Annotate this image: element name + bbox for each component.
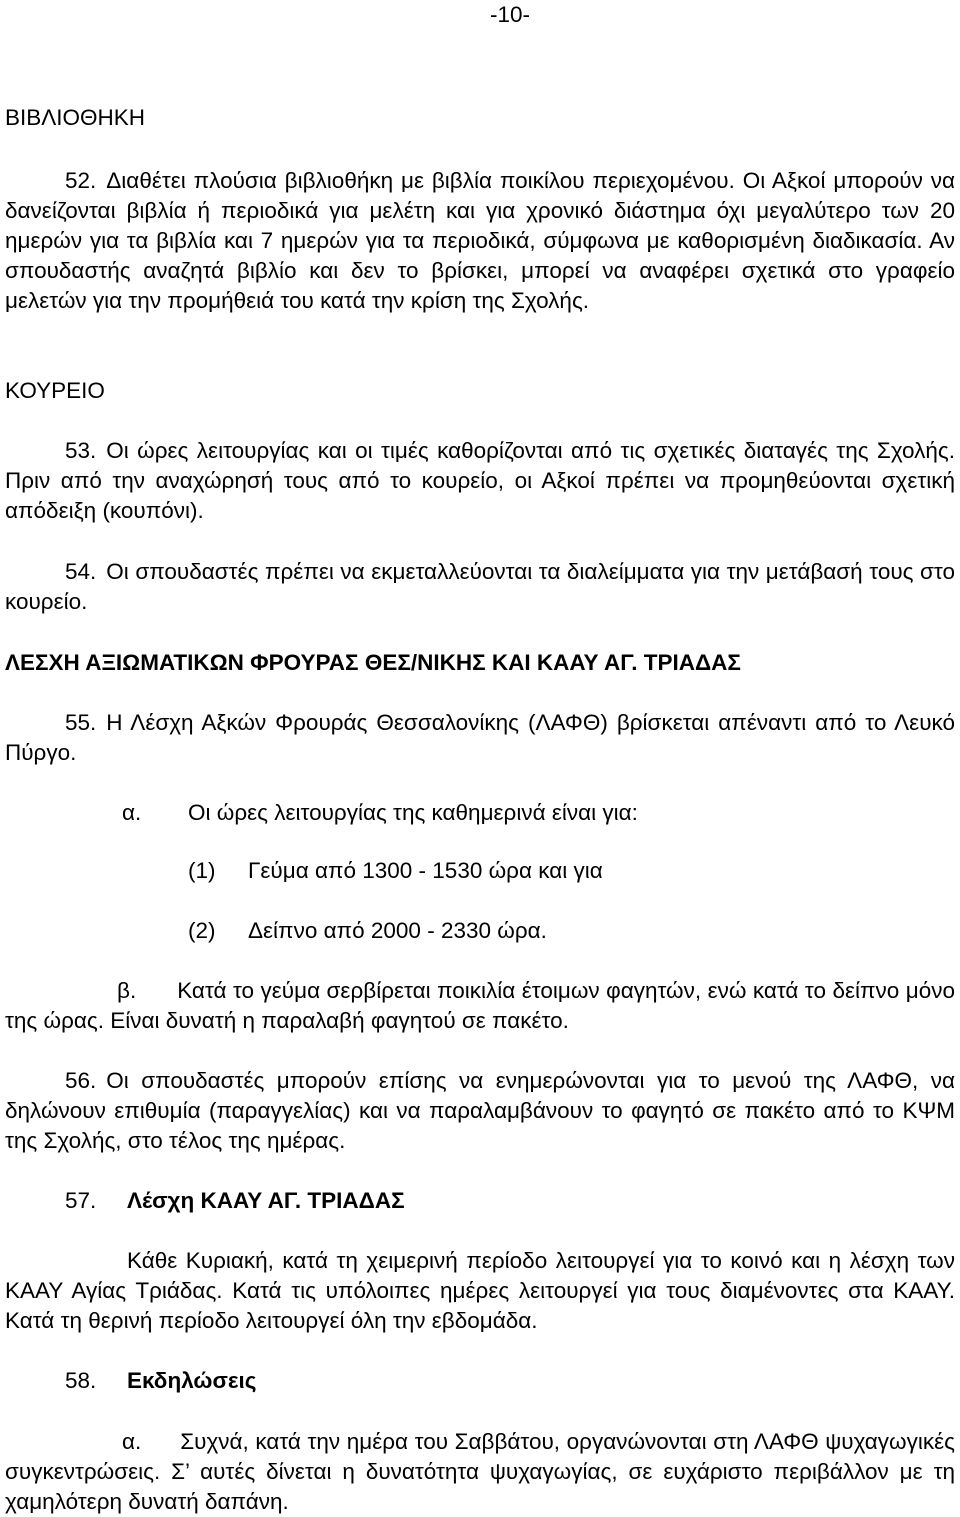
paragraph-53 [5,436,955,526]
section-heading-barber: ΚΟΥΡΕΙΟ [5,378,105,403]
paragraph-number: 55. [65,710,97,735]
page-number: -10- [489,2,530,27]
subparagraph-label-a: α. [122,1429,142,1454]
subparagraph-text-b: Κατά το γεύμα σερβίρεται ποικιλία έτοιμων φαγητών, ενώ κατά το δείπνο μόνο της ώρας. Είναι δυνατή η παραλαβή φαγητού σε πακέτο. [5,978,955,1033]
subparagraph-b [5,976,955,1036]
section-heading-club: ΛΕΣΧΗ ΑΞΙΩΜΑΤΙΚΩΝ ΦΡΟΥΡΑΣ ΘΕΣ/ΝΙΚΗΣ ΚΑΙ ΚΑΑΥ ΑΓ. ΤΡΙΑΔΑΣ [5,650,741,675]
paragraph-number-57: 57. [65,1188,97,1213]
paragraph-number: 53. [65,438,97,463]
paragraph-54 [5,557,955,617]
section-heading-library: ΒΙΒΛΙΟΘΗΚΗ [5,105,146,130]
paragraph-number: 52. [65,168,97,193]
subparagraph-events-a [5,1427,955,1517]
paragraph-title-57: Λέσχη ΚΑΑΥ ΑΓ. ΤΡΙΑΔΑΣ [127,1188,405,1213]
paragraph-text: Οι σπουδαστές πρέπει να εκμεταλλεύονται τα διαλείμματα για την μετάβασή τους στο κουρείο. [5,559,955,614]
paragraph-text: Η Λέσχη Αξκών Φρουράς Θεσσαλονίκης (ΛΑΦΘ) βρίσκεται απέναντι από το Λευκό Πύργο. [5,710,955,765]
paragraph-56 [5,1066,955,1156]
paragraph-text: Κάθε Κυριακή, κατά τη χειμερινή περίοδο λειτουργεί για το κοινό και η λέσχη των ΚΑΑΥ Αγίας Τριάδας. Κατά τις υπόλοιπες ημέρες λειτουργεί για τους διαμένοντες στα ΚΑΑΥ. Κατά τη θερινή περίοδο λειτουργεί όλη την εβδομάδα. [5,1248,955,1333]
paragraph-number: 56. [65,1068,97,1093]
paragraph-number: 54. [65,559,97,584]
list-item-text: Δείπνο από 2000 - 2330 ώρα. [248,918,547,943]
paragraph-57-text [5,1246,955,1336]
paragraph-text: Οι ώρες λειτουργίας και οι τιμές καθορίζονται από τις σχετικές διαταγές της Σχολής. Πριν από την αναχώρησή τους από το κουρείο, οι Αξκοί πρέπει να προμηθεύονται σχετική απόδειξη (κουπόνι). [5,438,955,523]
list-item-number: (2) [188,918,216,943]
paragraph-55 [5,708,955,768]
subparagraph-label-b: β. [117,978,137,1003]
list-item-text: Γεύμα από 1300 - 1530 ώρα και για [248,858,603,883]
paragraph-text: Οι σπουδαστές μπορούν επίσης να ενημερώνονται για το μενού της ΛΑΦΘ, να δηλώνουν επιθυμία (παραγγελίας) και να παραλαμβάνουν το φαγητό σε πακέτο από το ΚΨΜ της Σχολής, στο τέλος της ημέρας. [5,1068,955,1153]
subparagraph-label-a: α. [122,800,142,825]
paragraph-number-58: 58. [65,1368,97,1393]
subparagraph-text-a: Συχνά, κατά την ημέρα του Σαββάτου, οργανώνονται στη ΛΑΦΘ ψυχαγωγικές συγκεντρώσεις. Σ’ αυτές δίνεται η δυνατότητα ψυχαγωγίας, σε ευχάριστο περιβάλλον με τη χαμηλότερη δυνατή δαπάνη. [5,1429,955,1514]
paragraph-title-58: Εκδηλώσεις [127,1368,257,1393]
list-item-number: (1) [188,858,216,883]
paragraph-text: Διαθέτει πλούσια βιβλιοθήκη με βιβλία ποικίλου περιεχομένου. Οι Αξκοί μπορούν να δανείζονται βιβλία ή περιοδικά για μελέτη και για χρονικό διάστημα όχι μεγαλύτερο των 20 ημερών για τα βιβλία και 7 ημερών για τα περιοδικά, σύμφωνα με καθορισμένη διαδικασία. Αν σπουδαστής αναζητά βιβλίο και δεν το βρίσκει, μπορεί να αναφέρει σχετικά στο γραφείο μελετών για την προμήθειά του κατά την κρίση της Σχολής. [5,168,955,313]
subparagraph-text-a: Οι ώρες λειτουργίας της καθημερινά είναι για: [188,800,638,825]
paragraph-52 [5,166,955,316]
